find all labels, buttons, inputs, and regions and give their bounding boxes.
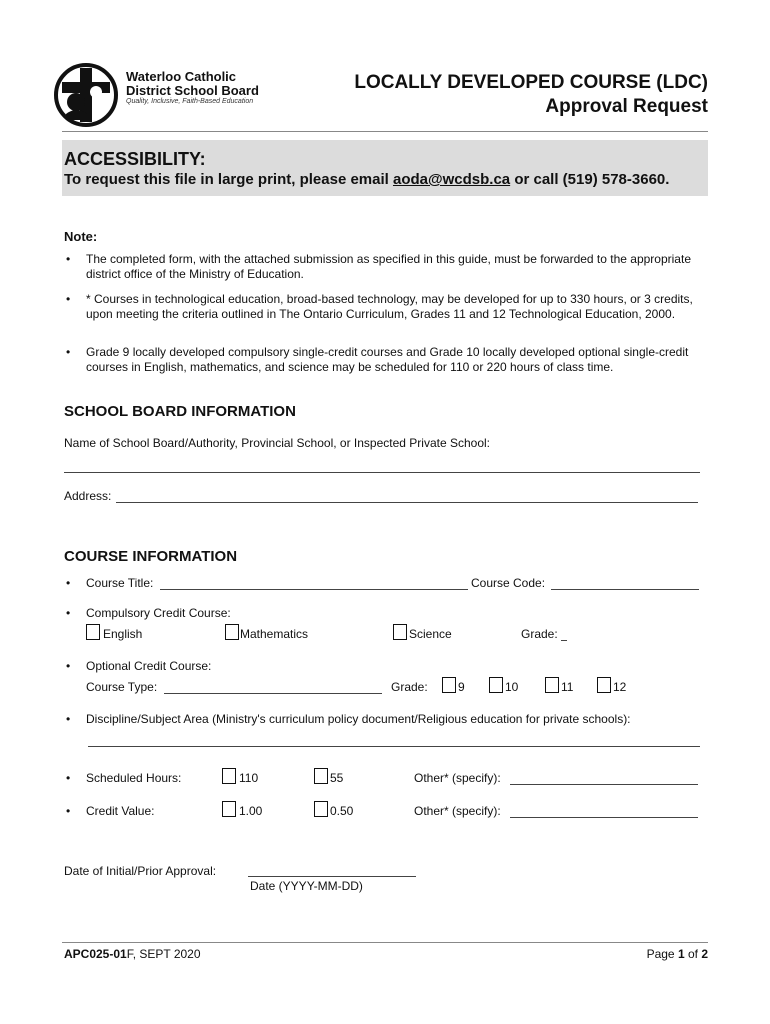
school-board-name-field[interactable]	[64, 472, 700, 473]
grade-12-checkbox[interactable]	[597, 677, 611, 693]
science-checkbox[interactable]	[393, 624, 407, 640]
logo-emblem-icon	[52, 62, 122, 128]
hours-label: Scheduled Hours:	[86, 771, 182, 785]
bullet: •	[66, 804, 71, 818]
page-number: Page 1 of 2	[646, 947, 708, 961]
bullet: •	[66, 292, 71, 306]
hours-other-field[interactable]	[510, 784, 698, 785]
bullet: •	[66, 606, 71, 620]
accessibility-heading: ACCESSIBILITY:	[64, 149, 206, 169]
compulsory-grade-label: Grade:	[521, 627, 558, 641]
credit-05-label: 0.50	[330, 804, 354, 818]
address-label: Address:	[64, 489, 112, 503]
grade-11-checkbox[interactable]	[545, 677, 559, 693]
optional-grade-label: Grade:	[391, 680, 428, 694]
approval-date-hint: Date (YYYY-MM-DD)	[250, 879, 363, 893]
credit-05-checkbox[interactable]	[314, 801, 328, 817]
form-code: APC025-01F, SEPT 2020	[64, 947, 201, 961]
credit-other-field[interactable]	[510, 817, 698, 818]
logo-name-line2: District School Board	[126, 83, 259, 98]
logo-tagline: Quality, Inclusive, Faith-Based Education	[126, 98, 254, 105]
accessibility-email-link[interactable]: aoda@wcdsb.ca	[392, 171, 511, 188]
note-item: * Courses in technological education, broad-based technology, may be developed for up to 330 hours, or 3 credits, upon meeting the criteria outlined in The Ontario Curriculum, Grades 11 and 12 Technological Education, 2000.	[86, 292, 693, 321]
page-title: LOCALLY DEVELOPED COURSE (LDC)	[354, 72, 708, 93]
logo	[52, 62, 122, 128]
credit-other-label: Other* (specify):	[414, 804, 501, 818]
school-board-heading: SCHOOL BOARD INFORMATION	[64, 403, 296, 420]
bullet: •	[66, 576, 71, 590]
bullet: •	[66, 345, 71, 359]
grade-10-label: 10	[505, 680, 519, 694]
grade-9-checkbox[interactable]	[442, 677, 456, 693]
course-type-label: Course Type:	[86, 680, 158, 694]
grade-11-label: 11	[561, 680, 574, 694]
grade-10-checkbox[interactable]	[489, 677, 503, 693]
mathematics-checkbox[interactable]	[225, 624, 239, 640]
hours-110-label: 110	[239, 771, 259, 785]
note-label: Note:	[64, 229, 98, 244]
compulsory-grade-field[interactable]	[561, 640, 567, 641]
note-item: The completed form, with the attached submission as specified in this guide, must be forwarded to the appropriate district office of the Ministry of Education.	[86, 252, 691, 281]
course-code-label: Course Code:	[471, 576, 546, 590]
bullet: •	[66, 771, 71, 785]
hours-55-checkbox[interactable]	[314, 768, 328, 784]
school-board-name-label: Name of School Board/Authority, Provincial School, or Inspected Private School:	[64, 436, 490, 450]
discipline-field[interactable]	[88, 746, 700, 747]
discipline-label: Discipline/Subject Area (Ministry's curriculum policy document/Religious education for private schools):	[86, 712, 631, 726]
science-label: Science	[409, 627, 452, 641]
credit-1-checkbox[interactable]	[222, 801, 236, 817]
grade-12-label: 12	[613, 680, 627, 694]
approval-date-label: Date of Initial/Prior Approval:	[64, 864, 217, 878]
logo-name-line1: Waterloo Catholic	[126, 69, 237, 84]
mathematics-label: Mathematics	[240, 627, 309, 641]
credit-label: Credit Value:	[86, 804, 155, 818]
course-heading: COURSE INFORMATION	[64, 548, 238, 565]
hours-other-label: Other* (specify):	[414, 771, 501, 785]
accessibility-text: To request this file in large print, please email aoda@wcdsb.ca or call (519) 578-3660.	[64, 171, 670, 188]
page-subtitle: Approval Request	[545, 96, 708, 117]
approval-date-field[interactable]	[248, 876, 416, 877]
english-label: English	[103, 627, 143, 641]
bullet: •	[66, 659, 71, 673]
course-title-label: Course Title:	[86, 576, 154, 590]
bullet: •	[66, 252, 71, 266]
address-field[interactable]	[116, 502, 698, 503]
english-checkbox[interactable]	[86, 624, 100, 640]
header-divider	[62, 131, 708, 132]
optional-label: Optional Credit Course:	[86, 659, 212, 673]
compulsory-label: Compulsory Credit Course:	[86, 606, 231, 620]
note-item: Grade 9 locally developed compulsory single-credit courses and Grade 10 locally developed optional single-credit courses in English, mathematics, and science may be scheduled for 110 or 220 hours of class time.	[86, 345, 689, 374]
course-type-field[interactable]	[164, 693, 382, 694]
footer-divider	[62, 942, 708, 943]
bullet: •	[66, 712, 71, 726]
course-code-field[interactable]	[551, 589, 699, 590]
hours-55-label: 55	[330, 771, 344, 785]
grade-9-label: 9	[458, 680, 465, 694]
hours-110-checkbox[interactable]	[222, 768, 236, 784]
credit-1-label: 1.00	[239, 804, 263, 818]
course-title-field[interactable]	[160, 589, 468, 590]
